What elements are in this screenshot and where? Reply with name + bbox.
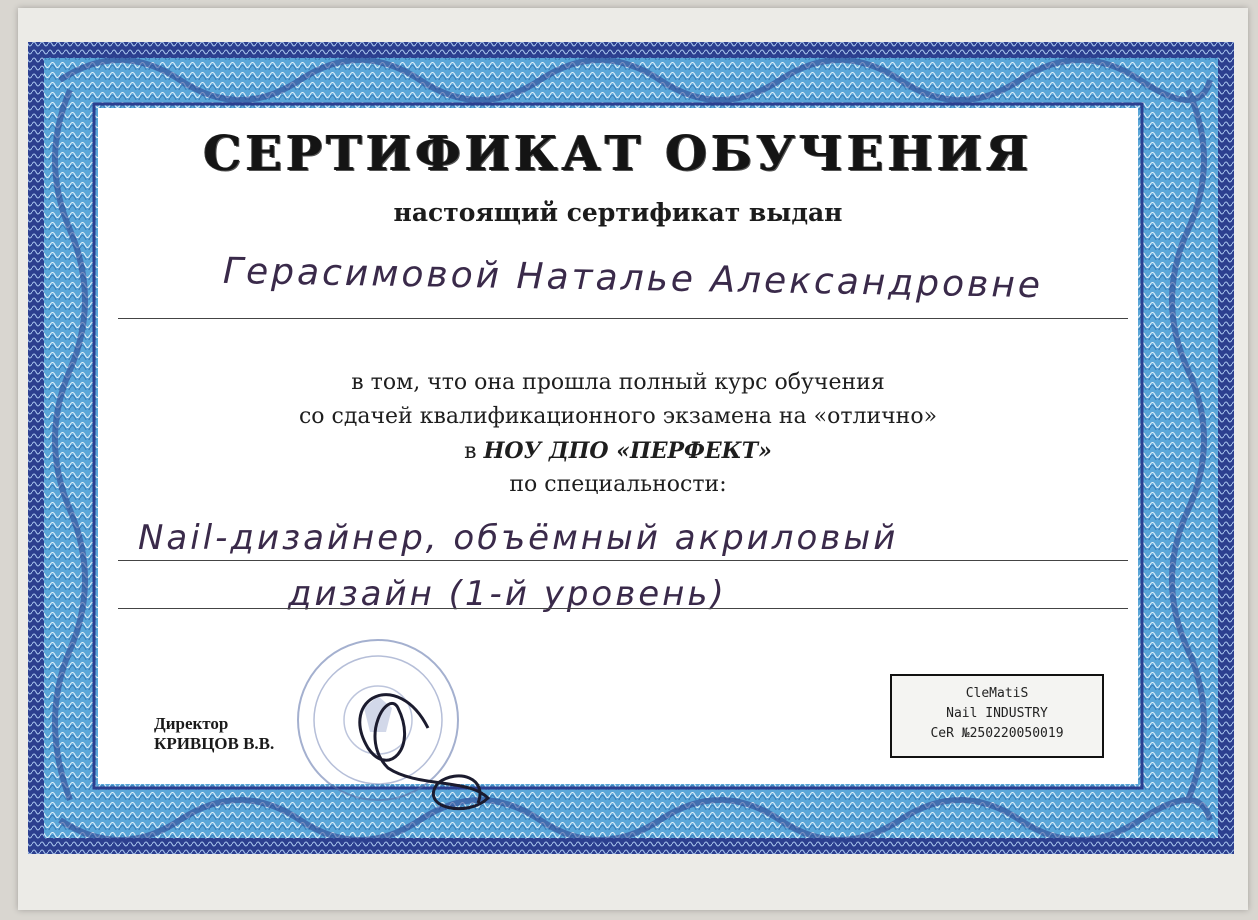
statement-prefix: в — [464, 439, 477, 464]
director-signature-block — [154, 714, 274, 754]
school-name: НОУ ДПО «ПЕРФЕКТ» — [483, 438, 772, 464]
director-name: КРИВЦОВ В.В. — [154, 734, 275, 753]
specialty-line-2: дизайн (1-й уровень) — [288, 574, 727, 614]
recipient-name: Герасимовой Наталье Александровне — [222, 250, 1044, 307]
round-stamp — [278, 628, 498, 828]
specialty-rule-1 — [118, 560, 1128, 561]
certificate-subtitle: настоящий сертификат выдан — [393, 198, 843, 227]
certificate-title: СЕРТИФИКАТ ОБУЧЕНИЯ — [203, 126, 1033, 182]
box-line-1: CleMatiS — [965, 686, 1029, 701]
box-line-3: CeR №250220050019 — [930, 726, 1064, 741]
specialty-rule-2 — [118, 608, 1128, 609]
recipient-rule — [118, 318, 1128, 319]
statement-line-4: по специальности: — [509, 472, 727, 497]
statement-line-3 — [98, 438, 1138, 464]
registration-box — [890, 674, 1104, 758]
statement-line-1: в том, что она прошла полный курс обучения — [351, 370, 885, 395]
director-title: Директор — [154, 714, 229, 733]
specialty-line-1: Nail-дизайнер, объёмный акриловый — [138, 518, 899, 558]
box-line-2: Nail INDUSTRY — [946, 706, 1048, 721]
certificate-body — [98, 108, 1138, 784]
statement-line-2: со сдачей квалификационного экзамена на «отлично» — [298, 404, 938, 429]
